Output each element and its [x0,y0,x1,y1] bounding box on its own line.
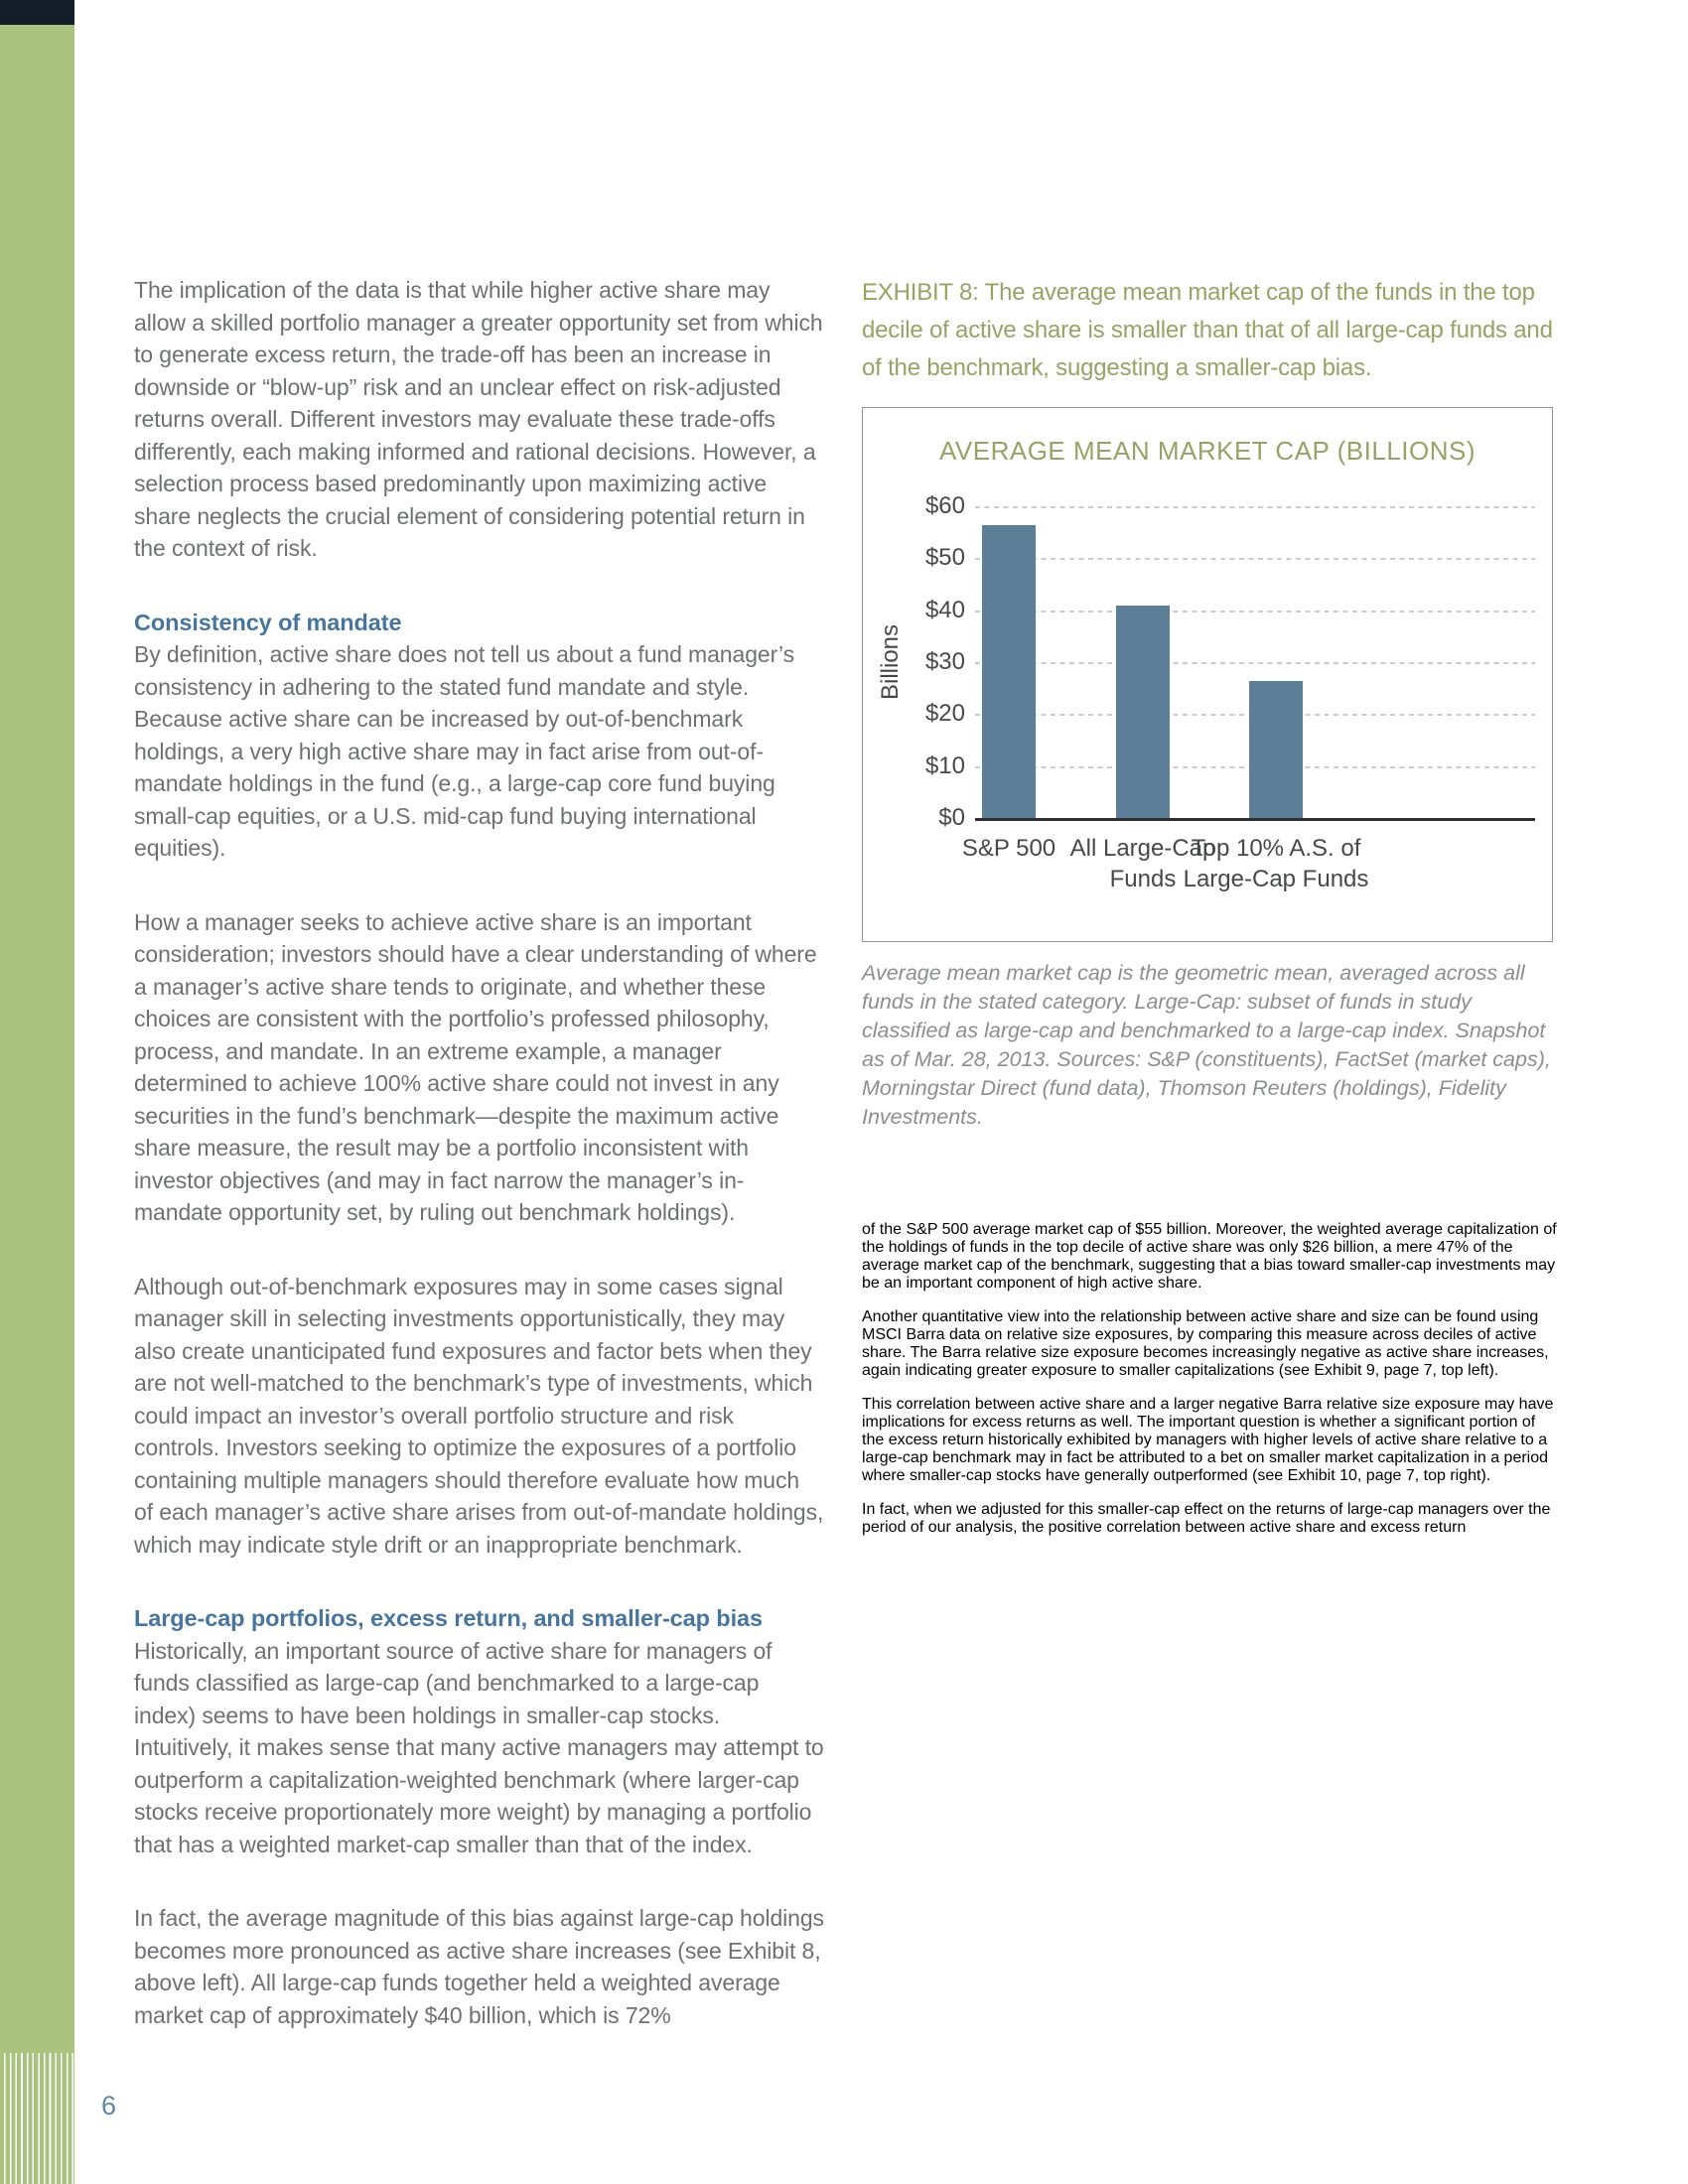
body-paragraph: This correlation between active share and a larger negative Barra relative size exposure may have implications for excess returns as well. The important question is whether a significant portion of the excess return historically exhibited by managers with higher levels of active share relative to a large-cap benchmark may in fact be attributed to a bet on smaller market capitalization in a period where smaller-cap stocks have generally outperformed (see Exhibit 10, page 7, top right). [862,1396,1554,1484]
y-axis-title: Billions [877,623,904,701]
chart-bar [1116,606,1170,819]
body-paragraph: In fact, when we adjusted for this smaller-cap effect on the returns of large-cap managers over the period of our analysis, the positive correlation between active share and excess return [862,1501,1551,1536]
y-axis-tick-label: $50 [924,544,965,572]
y-gridline [975,506,1535,508]
body-paragraph: of the S&P 500 average market cap of $55 billion. Moreover, the weighted average capitalization of the holdings of funds in the top decile of active share was only $26 billion, a mere 47% of the average market cap of the benchmark, suggesting that a bias toward smaller-cap investments may be an important component of high active share. [862,1221,1557,1292]
y-gridline [975,558,1535,560]
bar-chart [862,407,1553,942]
body-paragraph: Although out-of-benchmark exposures may in some cases signal manager skill in selecting investments opportunistically, they may also create unanticipated fund exposures and factor bets when they are not well-matched to the benchmark’s type of investments, which could impact an investor’s overall portfolio structure and risk controls. Investors seeking to optimize the exposures of a portfolio containing multiple managers should therefore evaluate how much of each manager’s active share arises from out-of-mandate holdings, which may indicate style drift or an inappropriate benchmark. [134,1273,824,1558]
chart-bar [982,525,1036,819]
body-paragraph: How a manager seeks to achieve active share is an important consideration; investors should have a clear understanding of where a manager’s active share tends to originate, and whether these choices are consistent with the portfolio’s professed philosophy, process, and mandate. In an extreme example, a manager determined to achieve 100% active share could not invest in any securities in the fund’s benchmark—despite the maximum active share measure, the result may be a portfolio inconsistent with investor objectives (and may in fact narrow the manager’s in-mandate opportunity set, by ruling out benchmark holdings). [134,908,817,1225]
y-axis-tick-label: $10 [924,751,965,779]
y-axis-tick-label: $40 [924,596,965,623]
y-gridline [975,611,1535,613]
body-paragraph: Another quantitative view into the relationship between active share and size can be found using MSCI Barra data on relative size exposures, by comparing this measure across deciles of active share. The Barra relative size exposure becomes increasingly negative as active share increases, again indicating greater exposure to smaller capitalizations (see Exhibit 9, page 7, top left). [862,1308,1549,1379]
sidebar-pinstripes [0,2053,74,2184]
body-paragraph: Historically, an important source of active share for managers of funds classified as large-cap (and benchmarked to a large-cap index) seems to have been holdings in smaller-cap stocks. Intuitively, it makes sense that many active managers may attempt to outperform a capitalization-weighted benchmark (where larger-cap stocks receive proportionately more weight) by managing a portfolio that has a weighted market-cap smaller than that of the index. [134,1637,824,1857]
section-heading: Consistency of mandate [134,609,402,635]
body-paragraph: By definition, active share does not tell us about a fund manager’s consistency in adhering to the stated fund mandate and style. Because active share can be increased by out-of-benchmark holdings, a very high active share may in fact arise from out-of-mandate holdings in the fund (e.g., a large-cap core fund buying small-cap equities, or a U.S. mid-cap fund buying international equities). [134,641,794,861]
exhibit-caption: EXHIBIT 8: The average mean market cap of the funds in the top decile of active share is smaller than that of all large-cap funds and of the benchmark, suggesting a smaller-cap bias. [862,279,1553,381]
body-paragraph: The implication of the data is that while higher active share may allow a skilled portfolio manager a greater opportunity set from which to generate excess return, the trade-off has been an increase in downside or “blow-up” risk and an unclear effect on risk-adjusted returns overall. Different investors may evaluate these trade-offs differently, each making informed and rational decisions. However, a selection process based predominantly upon maximizing active share neglects the crucial element of considering potential return in the context of risk. [134,277,823,561]
y-gridline [975,662,1535,664]
x-axis-category-label: All Large-Cap Funds [1069,835,1216,892]
left-text-column [134,274,824,2073]
y-axis-tick-label: $30 [924,648,965,675]
x-axis-category-label: Top 10% A.S. of Large-Cap Funds [1183,835,1369,892]
section-heading: Large-cap portfolios, excess return, and smaller-cap bias [134,1605,763,1631]
right-column [862,0,1557,2184]
chart-title: AVERAGE MEAN MARKET CAP (BILLIONS) [938,436,1477,466]
x-axis-category-label: S&P 500 [961,835,1056,862]
y-axis-tick-label: $20 [924,700,965,728]
sidebar-green-rail [0,25,74,2184]
corner-accent-block [0,0,74,25]
right-text-column [862,1205,1557,1553]
x-axis-line [975,818,1535,821]
chart-bar [1249,681,1303,819]
y-axis-tick-label: $0 [938,804,965,831]
body-paragraph: In fact, the average magnitude of this bias against large-cap holdings becomes more pronounced as active share increases (see Exhibit 8, above left). All large-cap funds together held a weighted average market cap of approximately $40 billion, which is 72% [134,1905,824,2028]
chart-source-footnote: Average mean market cap is the geometric mean, averaged across all funds in the stated category. Large-Cap: subset of funds in study classified as large-cap and benchmarked to a large-cap index. Snapshot as of Mar. 28, 2013. Sources: S&P (constituents), FactSet (market caps), Morningstar Direct (fund data), Thomson Reuters (holdings), Fidelity Investments. [862,961,1551,1129]
y-axis-tick-label: $60 [924,492,965,519]
page-number: 6 [101,2091,117,2120]
